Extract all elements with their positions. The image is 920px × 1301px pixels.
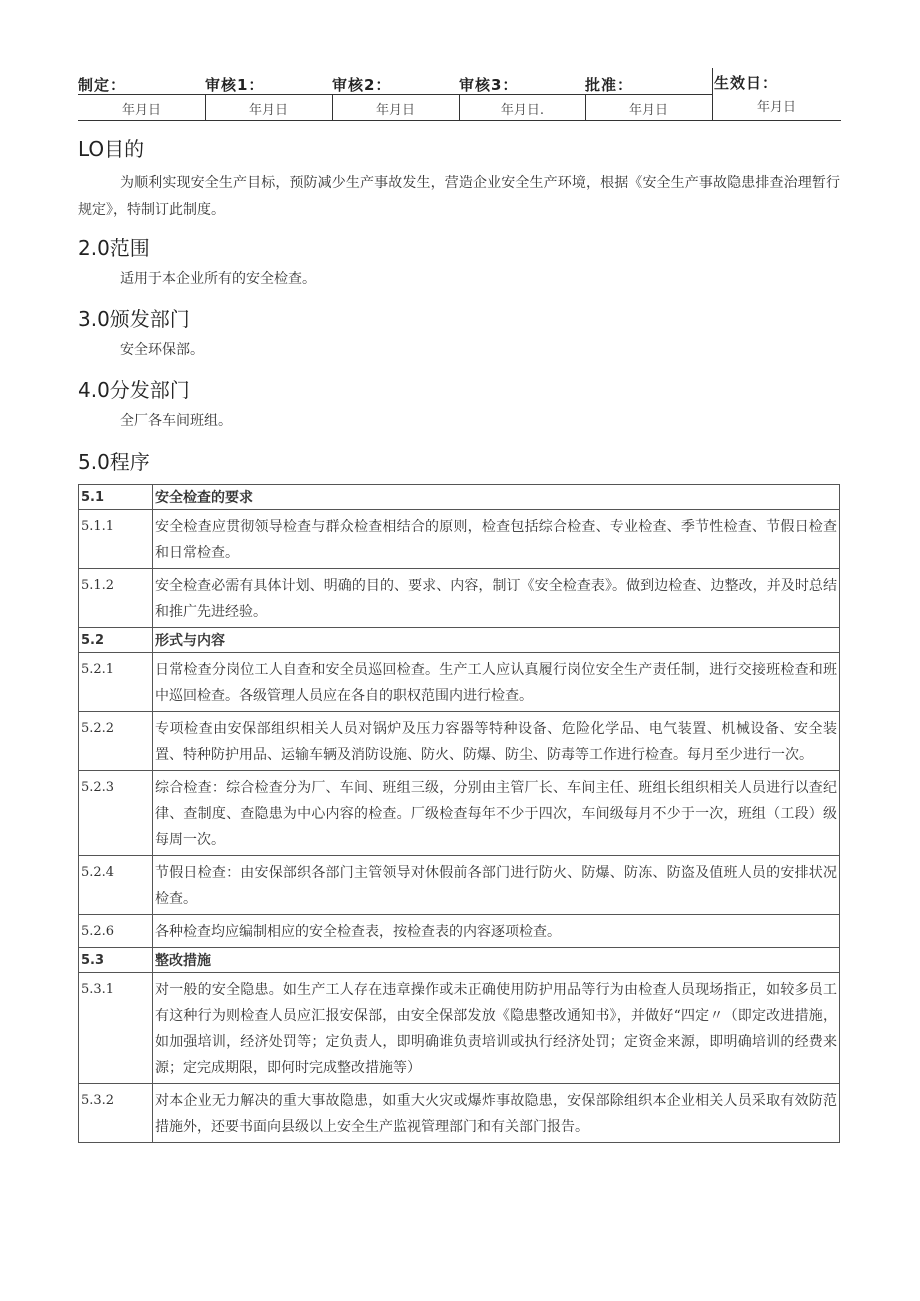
table-row bbox=[79, 856, 840, 915]
heading-distribution: 4.0分发部门 bbox=[78, 378, 190, 402]
clause-text: 综合检查：综合检查分为厂、车间、班组三级，分别由主管厂长、车间主任、班组长组织相关人员进行以查纪律、查制度、查隐患为中心内容的检查。厂级检查每年不少于四次，车间级每月不少于一次，班组（工段）级每周一次。 bbox=[153, 771, 840, 856]
approval-date: 年月日 bbox=[375, 103, 415, 118]
issuer-text: 安全环保部。 bbox=[120, 342, 204, 358]
section-row bbox=[79, 948, 840, 973]
approval-date: 年月日 bbox=[248, 103, 288, 118]
clause-number: 5.2.2 bbox=[79, 712, 153, 771]
approval-label: 审核2： bbox=[332, 76, 392, 94]
approval-divider bbox=[585, 94, 586, 120]
table-row bbox=[79, 1084, 840, 1143]
approval-date: 年月日 bbox=[628, 103, 668, 118]
table-row bbox=[79, 653, 840, 712]
heading-scope: 2.0范围 bbox=[78, 236, 150, 260]
clause-number: 5.2 bbox=[79, 628, 153, 653]
approval-date: 年月日 bbox=[756, 100, 796, 115]
clause-text: 安全检查必需有具体计划、明确的目的、要求、内容，制订《安全检查表》。做到边检查、边整改，并及时总结和推广先进经验。 bbox=[153, 569, 840, 628]
clause-number: 5.2.4 bbox=[79, 856, 153, 915]
clause-number: 5.1 bbox=[79, 485, 153, 510]
section-title: 形式与内容 bbox=[153, 628, 840, 653]
approval-date: 年月日. bbox=[500, 103, 545, 118]
section-title: 整改措施 bbox=[153, 948, 840, 973]
approval-header bbox=[78, 68, 841, 121]
procedure-table bbox=[78, 484, 840, 1143]
table-row bbox=[79, 915, 840, 948]
procedure-table-body bbox=[79, 485, 840, 1143]
table-row bbox=[79, 510, 840, 569]
clause-text: 安全检查应贯彻领导检查与群众检查相结合的原则，检查包括综合检查、专业检查、季节性检查、节假日检查和日常检查。 bbox=[153, 510, 840, 569]
clause-text: 节假日检查：由安保部织各部门主管领导对休假前各部门进行防火、防爆、防冻、防盗及值班人员的安排状况检查。 bbox=[153, 856, 840, 915]
heading-procedure: 5.0程序 bbox=[78, 450, 150, 474]
clause-number: 5.2.1 bbox=[79, 653, 153, 712]
table-row bbox=[79, 569, 840, 628]
section-title: 安全检查的要求 bbox=[153, 485, 840, 510]
table-row bbox=[79, 712, 840, 771]
approval-col-effective bbox=[712, 68, 841, 120]
distribution-text: 全厂各车间班组。 bbox=[120, 413, 232, 429]
approval-divider bbox=[712, 68, 713, 120]
table-row bbox=[79, 771, 840, 856]
clause-number: 5.1.1 bbox=[79, 510, 153, 569]
purpose-text: 为顺利实现安全生产目标，预防减少生产事故发生，营造企业安全生产环境，根据《安全生产事故隐患排查治理暂行规定》，特制订此制度。 bbox=[78, 175, 840, 218]
approval-label: 审核1： bbox=[205, 76, 265, 94]
clause-number: 5.2.3 bbox=[79, 771, 153, 856]
approval-divider bbox=[78, 94, 712, 95]
approval-divider bbox=[459, 94, 460, 120]
table-row bbox=[79, 973, 840, 1084]
approval-label: 批准： bbox=[585, 76, 634, 94]
clause-text: 对一般的安全隐患。如生产工人存在违章操作或未正确使用防护用品等行为由检查人员现场指正，如较多员工有这种行为则检查人员应汇报安保部，由安全保部发放《隐患整改通知书》，并做好“四定〃（即定改进措施，如加强培训，经济处罚等；定负责人，即明确谁负责培训或执行经济处罚；定资金来源，即明确培训的经费来源；定完成期限，即何时完成整改措施等） bbox=[153, 973, 840, 1084]
clause-text: 日常检查分岗位工人自查和安全员巡回检查。生产工人应认真履行岗位安全生产责任制，进行交接班检查和班中巡回检查。各级管理人员应在各自的职权范围内进行检查。 bbox=[153, 653, 840, 712]
approval-date: 年月日 bbox=[121, 103, 161, 118]
approval-divider bbox=[332, 94, 333, 120]
section-row bbox=[79, 485, 840, 510]
heading-purpose: LO目的 bbox=[78, 137, 145, 161]
approval-label: 制定： bbox=[78, 76, 127, 94]
approval-label: 生效日： bbox=[714, 74, 779, 92]
section-row bbox=[79, 628, 840, 653]
heading-issuer: 3.0颁发部门 bbox=[78, 307, 190, 331]
clause-text: 专项检查由安保部组织相关人员对锅炉及压力容器等特种设备、危险化学品、电气装置、机械设备、安全装置、特种防护用品、运输车辆及消防设施、防火、防爆、防尘、防毒等工作进行检查。每月至少进行一次。 bbox=[153, 712, 840, 771]
clause-text: 各种检查均应编制相应的安全检查表，按检查表的内容逐项检查。 bbox=[153, 915, 840, 948]
approval-divider bbox=[205, 94, 206, 120]
clause-text: 对本企业无力解决的重大事故隐患，如重大火灾或爆炸事故隐患，安保部除组织本企业相关人员采取有效防范措施外，还要书面向县级以上安全生产监视管理部门和有关部门报告。 bbox=[153, 1084, 840, 1143]
clause-number: 5.3.2 bbox=[79, 1084, 153, 1143]
clause-number: 5.2.6 bbox=[79, 915, 153, 948]
clause-number: 5.3 bbox=[79, 948, 153, 973]
clause-number: 5.3.1 bbox=[79, 973, 153, 1084]
clause-number: 5.1.2 bbox=[79, 569, 153, 628]
scope-text: 适用于本企业所有的安全检查。 bbox=[120, 271, 316, 287]
approval-label: 审核3： bbox=[459, 76, 519, 94]
